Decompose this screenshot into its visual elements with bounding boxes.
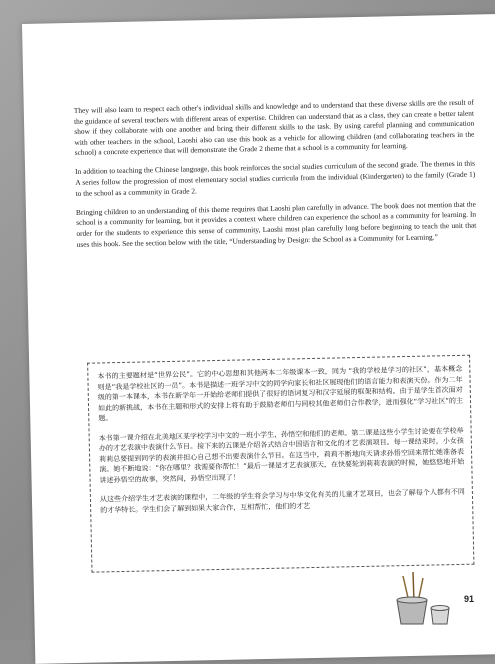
english-text-block bbox=[74, 98, 477, 259]
book-page bbox=[22, 14, 495, 664]
english-paragraph-1: They will also learn to respect each other's individual skills and knowledge and to understand that these diverse skills are the result of the guidance of several teachers with different areas of expertise. Children can understand that as a class, they can create a better talent show if they collaborate with one another and bring their different skills to the task. By using careful planning and communication with other teachers in the school, Laoshi also can use this book as a vehicle for allowing children (and collaborating teachers in the school) a concrete experience that will demonstrate the Grade 2 theme that a school is a community for learning. bbox=[73, 97, 475, 158]
chinese-text-box bbox=[87, 355, 474, 573]
english-paragraph-3: Bringing children to an understanding of this theme requires that Laoshi plan carefully in advance. The book does not mention that the school is a community for learning, but it provides a context where children can experience the school as a community for learning. In order for the students to experience this sense of community, Laoshi must plan carefully long before beginning to teach the unit that uses this book. See the section below with the title, “Understanding by Design: the School as a Community for Learning.” bbox=[75, 199, 477, 249]
chinese-paragraph-1: 本书的主要题材是“世界公民”。它的中心思想和其他两本二年级课本一致，同为 “我的学校是学习的社区”，基本概念则是“我是学校社区的一员”。本书是描述一班学习中文的同学向家长和社区展现他们的语言能力和表演天份。作为二年级的第一本课本，本书在新学年一开始给老师们提供了很好的语词复习和汉字延展的框架和结构。由于是学生首次面对如此的新挑战，本书在主题和形式的安排上将有助于鼓励老师们与同校其他老师们合作教学，进而强化“学习社区”的主题。 bbox=[97, 364, 464, 423]
chinese-paragraph-3: 从这些介绍学生才艺表演的课程中，二年级的学生将会学习与中华文化有关的儿童才艺项目，也会了解每个人都有不同的才华特长。学生们会了解到如果大家合作，互相帮忙，他们的才艺 bbox=[99, 487, 465, 514]
english-paragraph-2: In addition to teaching the Chinese language, this book reinforces the social studies curriculum of the second grade. The themes in this A series follow the progression of most elementary social studies curricula from the individual (Kindergarten) to the family (Grade 1) to the school as a community in Grade 2. bbox=[75, 159, 476, 198]
brush-cup-icon bbox=[397, 572, 427, 624]
paint-cups-illustration bbox=[383, 568, 459, 628]
chinese-paragraph-2: 本书第一课介绍在北美地区某学校学习中文的一班小学生，孙悟空和他们的老师。第二课是这些小学生讨论要在学校举办的才艺表演中表演什么节目。接下来的五课是介绍各式结合中国语言和文化的才艺表演项目。每一课结束时，小女孩莉莉总要提到同学的表演并担心自己想不出要表演什么节目。在这当中，莉莉不断地向天请求孙悟空回来帮忙她准备表演。她不断地说：“你在哪里？我需要你帮忙！”最后一课是才艺表演那天，在快要轮到莉莉表演的时候，她悠悠地开始讲述孙悟空的故事，突然间，孙悟空出现了！ bbox=[98, 426, 465, 484]
paint-jar-icon bbox=[431, 606, 449, 625]
page-number: 91 bbox=[464, 594, 475, 604]
